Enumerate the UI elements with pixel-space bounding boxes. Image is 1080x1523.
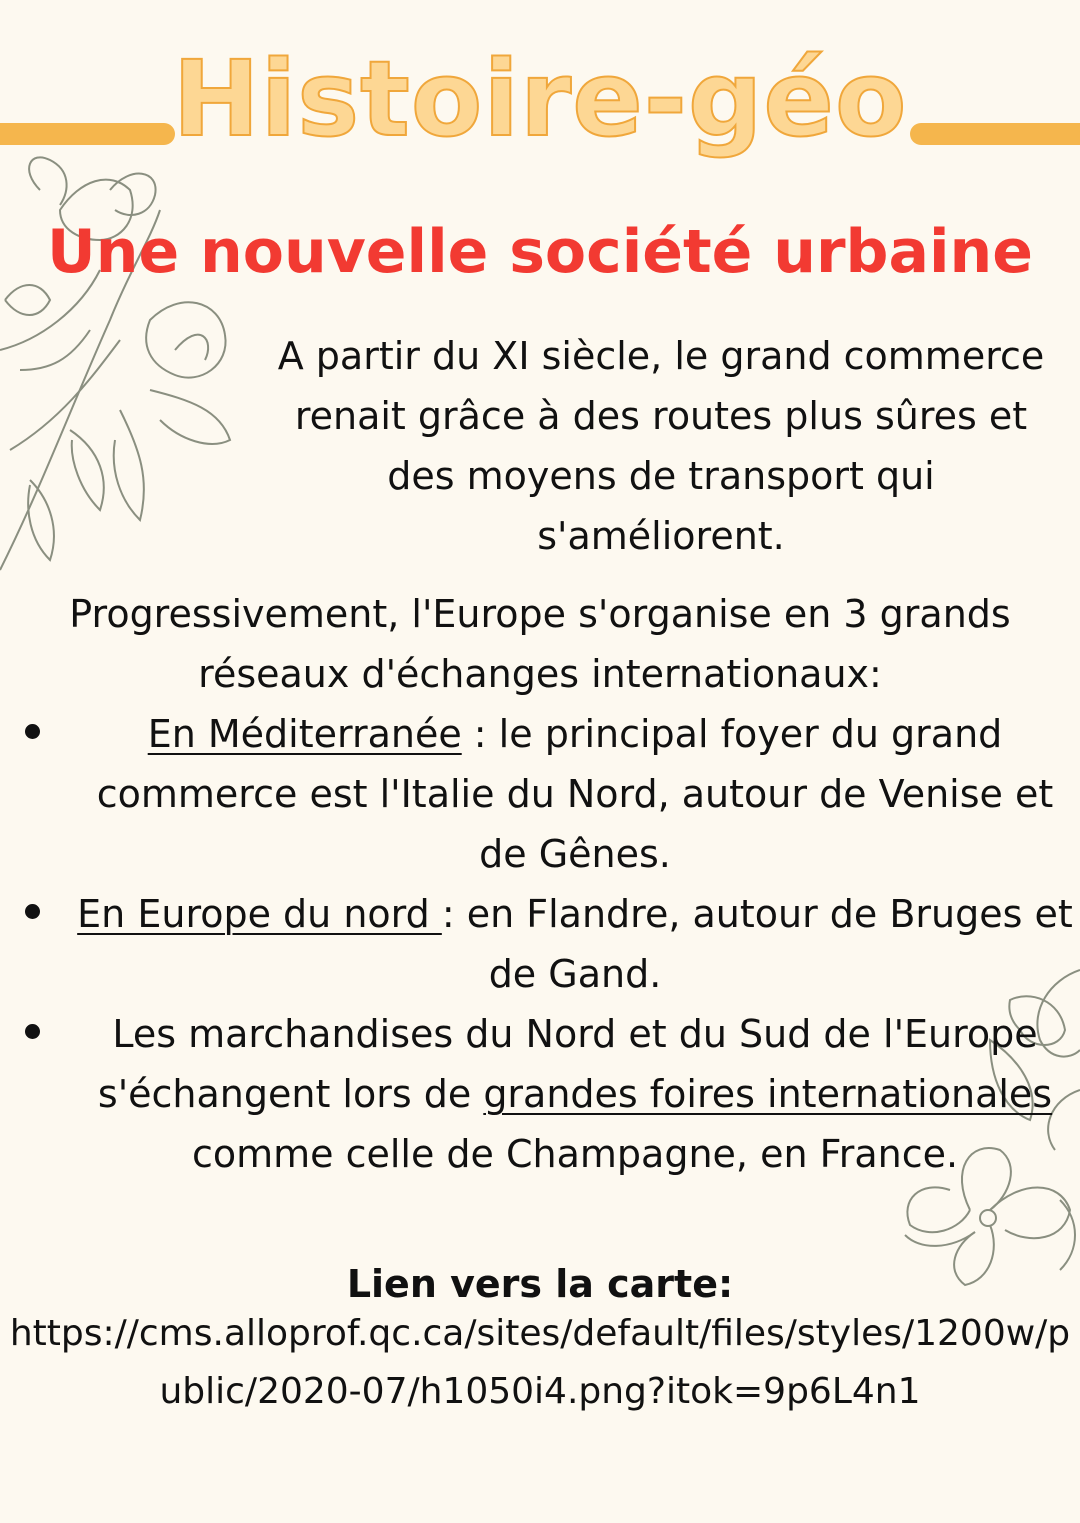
bullet-text: : le principal foyer du grand commerce est l'Italie du Nord, autour de Venise et de Gênes. bbox=[96, 712, 1054, 876]
bullet-foires bbox=[70, 1004, 1080, 1184]
bullet-europe-nord bbox=[70, 884, 1080, 1004]
progress-paragraph: Progressivement, l'Europe s'organise en 3 grands réseaux d'échanges internationaux: bbox=[69, 592, 1011, 696]
intro-paragraph: A partir du XI siècle, le grand commerce renait grâce à des routes plus sûres et des moyens de transport qui s'améliorent. bbox=[277, 334, 1045, 558]
bullet-dot bbox=[25, 1024, 40, 1039]
map-link-label: Lien vers la carte: bbox=[346, 1262, 734, 1306]
map-link-url[interactable]: https://cms.alloprof.qc.ca/sites/default/files/styles/1200w/public/2020-07/h1050i4.png?itok=9p6L4n1 bbox=[9, 1313, 1071, 1412]
bullet-text: : en Flandre, autour de Bruges et de Gand. bbox=[441, 892, 1073, 996]
page-title: Histoire-géo bbox=[172, 38, 908, 160]
page-subtitle: Une nouvelle société urbaine bbox=[47, 217, 1033, 287]
bullet-mediterranee bbox=[70, 704, 1080, 884]
bullet-dot bbox=[25, 724, 40, 739]
bullet-heading: En Méditerranée bbox=[147, 712, 462, 756]
bullet-text: Les marchandises du Nord et du Sud de l'Europe s'échangent lors de bbox=[97, 1012, 1038, 1116]
bullet-heading: grandes foires internationales bbox=[483, 1072, 1053, 1116]
bullet-heading: En Europe du nord bbox=[77, 892, 442, 936]
bullet-dot bbox=[25, 904, 40, 919]
bullet-text: comme celle de Champagne, en France. bbox=[191, 1132, 959, 1176]
